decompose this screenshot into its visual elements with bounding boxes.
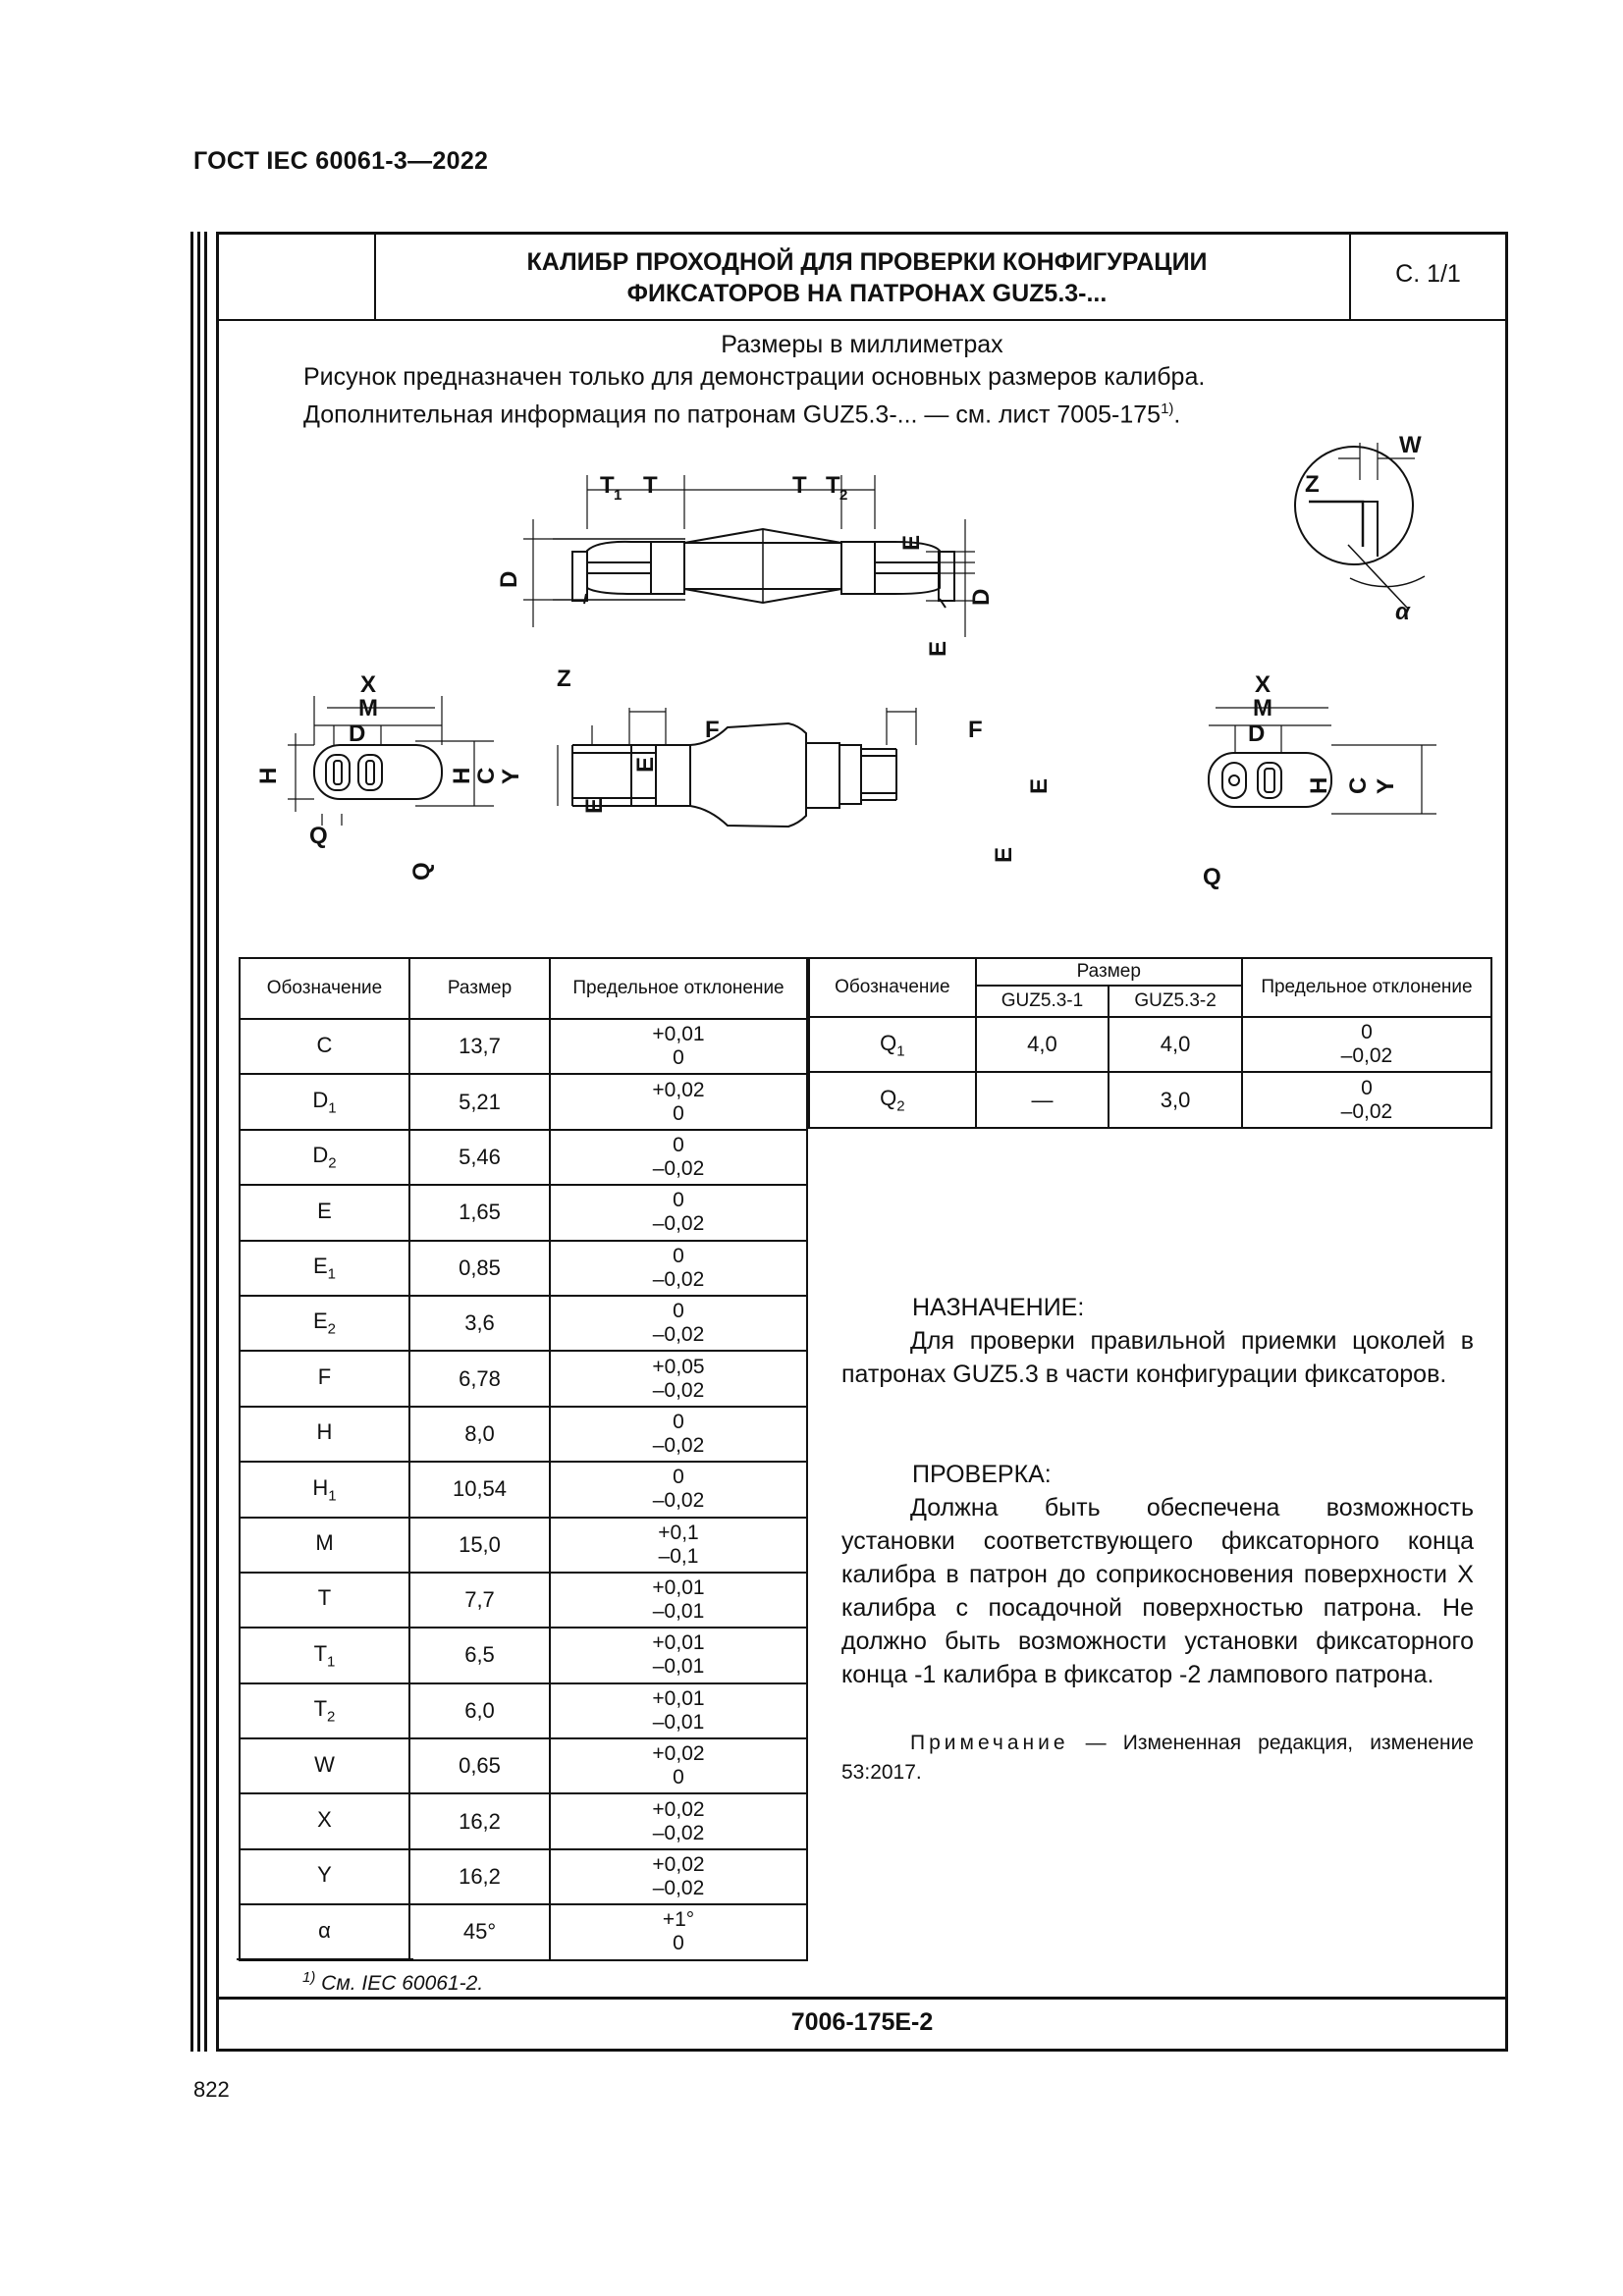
tolerance-upper: 0 — [1361, 1076, 1373, 1099]
sheet-title-line-1: КАЛИБР ПРОХОДНОЙ ДЛЯ ПРОВЕРКИ КОНФИГУРАЦИИ — [526, 248, 1208, 276]
tolerance-lower: –0,02 — [652, 1821, 705, 1844]
size-cell: 5,21 — [409, 1074, 550, 1129]
tolerance-lower: –0,02 — [652, 1877, 705, 1900]
footnote-text: См. IEC 60061-2. — [315, 1972, 484, 1995]
tolerance-upper: +0,02 — [652, 1742, 705, 1766]
designation-letter: E — [317, 1198, 332, 1223]
tolerance-lower: –0,02 — [652, 1267, 705, 1291]
dimensions-table-left — [239, 957, 808, 1961]
tolerance-cell — [550, 1904, 807, 1959]
label-d2-right: D — [1248, 721, 1266, 747]
tolerance-upper: 0 — [673, 1133, 684, 1156]
size-cell: 16,2 — [409, 1849, 550, 1904]
footnote — [302, 1969, 483, 1996]
tolerance-lower: –0,01 — [652, 1710, 705, 1734]
designation-letter: α — [318, 1917, 331, 1943]
table-row — [240, 1849, 807, 1904]
label-e1-top: E — [632, 756, 659, 773]
label-q1-right: Q — [1203, 864, 1221, 890]
margin-rule-1 — [190, 232, 193, 2052]
left-end-view-drawing — [314, 745, 442, 799]
designation-cell — [240, 1130, 409, 1185]
label-e-side: E — [925, 640, 951, 657]
designation-cell — [809, 1017, 976, 1072]
dimension-labels — [255, 432, 1422, 890]
designation-letter: D — [312, 1143, 329, 1168]
designation-cell — [240, 1407, 409, 1462]
tolerance-upper: +0,02 — [652, 1797, 705, 1821]
table-row — [240, 1185, 807, 1240]
sheet-title-line-2: ФИКСАТОРОВ НА ПАТРОНАХ GUZ5.3-... — [626, 280, 1108, 307]
table-row — [240, 1241, 807, 1296]
tolerance-cell — [550, 1849, 807, 1904]
tolerance-cell — [550, 1241, 807, 1296]
designation-letter: Y — [317, 1862, 332, 1888]
designation-letter: W — [314, 1751, 335, 1777]
tolerance-upper: +0,01 — [652, 1631, 705, 1655]
footnote-rule — [237, 1958, 413, 1960]
tolerance-cell — [550, 1407, 807, 1462]
label-e2-top-left: E — [581, 797, 608, 814]
designation-subscript: 1 — [896, 1041, 905, 1059]
tolerance-cell — [550, 1074, 807, 1129]
tolerance-lower: –0,02 — [652, 1489, 705, 1513]
designation-letter: H — [312, 1474, 329, 1500]
label-z-detail: Z — [1305, 471, 1320, 498]
designation-letter: E — [312, 1308, 328, 1334]
label-d1-side: D — [496, 570, 522, 588]
designation-letter: D — [312, 1087, 329, 1112]
label-h-left: H — [255, 767, 282, 784]
designation-letter: T — [313, 1640, 328, 1666]
tolerance-upper: 0 — [673, 1300, 684, 1323]
label-f-left: F — [705, 717, 720, 743]
tolerance-cell — [550, 1683, 807, 1738]
tolerance-lower: 0 — [673, 1046, 684, 1070]
tolerance-lower: –0,02 — [1340, 1099, 1393, 1123]
size-cell: 6,0 — [409, 1683, 550, 1738]
tolerance-cell — [550, 1573, 807, 1628]
tolerance-lower: 0 — [673, 1101, 684, 1125]
tolerance-upper: +0,01 — [652, 1686, 705, 1710]
tolerance-upper: 0 — [673, 1466, 684, 1489]
size-guz53-1-cell: 4,0 — [976, 1017, 1109, 1072]
designation-subscript: 1 — [327, 1653, 336, 1671]
margin-rule-2 — [197, 232, 200, 2052]
designation-cell — [240, 1683, 409, 1738]
designation-cell — [240, 1573, 409, 1628]
tolerance-upper: 0 — [673, 1410, 684, 1433]
size-cell: 5,46 — [409, 1130, 550, 1185]
tolerance-cell — [550, 1185, 807, 1240]
label-t1: T — [600, 472, 615, 499]
table-row — [240, 1462, 807, 1517]
tolerance-lower: –0,02 — [1340, 1044, 1393, 1068]
page-number: 822 — [193, 2077, 230, 2102]
footnote-mark: 1) — [302, 1969, 316, 1986]
table-row — [240, 1407, 807, 1462]
header-designation: Обозначение — [809, 958, 976, 1017]
table-row — [240, 1738, 807, 1793]
tolerance-lower: –0,1 — [658, 1544, 699, 1568]
tolerance-lower: –0,02 — [652, 1378, 705, 1402]
size-cell: 6,78 — [409, 1351, 550, 1406]
tolerance-lower: –0,01 — [652, 1655, 705, 1679]
tolerance-upper: +0,02 — [652, 1853, 705, 1877]
table-row — [240, 1296, 807, 1351]
designation-cell — [240, 1019, 409, 1074]
tolerance-cell — [550, 1130, 807, 1185]
designation-letter: H — [316, 1419, 333, 1445]
size-cell: 45° — [409, 1904, 550, 1959]
designation-cell — [240, 1793, 409, 1848]
designation-letter: M — [315, 1530, 334, 1556]
tolerance-cell — [550, 1351, 807, 1406]
size-cell: 10,54 — [409, 1462, 550, 1517]
designation-cell — [240, 1628, 409, 1682]
tolerance-upper: 0 — [673, 1189, 684, 1212]
tolerance-lower: –0,01 — [652, 1600, 705, 1624]
tolerance-lower: –0,02 — [652, 1156, 705, 1180]
header-guz53-1: GUZ5.3-1 — [976, 986, 1109, 1017]
label-y-left: Y — [498, 768, 524, 784]
designation-subscript: 1 — [327, 1265, 337, 1283]
label-f-right: F — [968, 717, 983, 743]
standard-sheet — [216, 232, 1508, 2052]
designation-letter: E — [312, 1254, 328, 1279]
document-header: ГОСТ IEC 60061-3—2022 — [193, 147, 489, 175]
tolerance-upper: +0,01 — [652, 1023, 705, 1046]
margin-rule-3 — [204, 232, 207, 2052]
size-cell: 13,7 — [409, 1019, 550, 1074]
tolerance-lower: 0 — [673, 1766, 684, 1789]
table-row — [240, 1904, 807, 1959]
label-m-right: M — [1253, 695, 1272, 721]
tolerance-lower: 0 — [673, 1932, 684, 1955]
header-designation: Обозначение — [240, 958, 409, 1019]
note — [841, 1729, 1474, 1788]
size-cell: 7,7 — [409, 1573, 550, 1628]
tolerance-cell — [1242, 1017, 1491, 1072]
designation-cell — [240, 1296, 409, 1351]
size-cell: 0,65 — [409, 1738, 550, 1793]
designation-letter: Q — [880, 1030, 897, 1055]
label-x-left: X — [360, 671, 377, 698]
header-size: Размер — [409, 958, 550, 1019]
designation-cell — [240, 1241, 409, 1296]
tolerance-lower: –0,02 — [652, 1433, 705, 1457]
intro-line-2-text: Дополнительная информация по патронам GUZ5.3-... — см. лист 7005-175 — [303, 400, 1162, 429]
designation-cell — [240, 1462, 409, 1517]
label-d1-left: D — [349, 721, 366, 747]
tolerance-cell — [550, 1738, 807, 1793]
table-row — [240, 1130, 807, 1185]
top-view-drawing — [572, 723, 896, 827]
size-cell: 1,65 — [409, 1185, 550, 1240]
table-header-row — [240, 958, 807, 1019]
table-row — [240, 1019, 807, 1074]
gauge-drawings — [219, 235, 1511, 941]
size-guz53-2-cell: 4,0 — [1109, 1017, 1242, 1072]
table-row — [240, 1683, 807, 1738]
tolerance-upper: +0,01 — [652, 1576, 705, 1600]
label-q2-left: Q — [408, 862, 435, 881]
designation-letter: T — [313, 1696, 328, 1722]
header-tolerance: Предельное отклонение — [1242, 958, 1491, 1017]
designation-cell — [240, 1185, 409, 1240]
label-y-right: Y — [1373, 777, 1399, 794]
tolerance-upper: +0,02 — [652, 1078, 705, 1101]
label-t-right: T — [792, 472, 807, 499]
tolerance-lower: –0,02 — [652, 1212, 705, 1236]
designation-letter: T — [317, 1585, 332, 1611]
tolerance-upper: 0 — [673, 1244, 684, 1267]
note-label: Примечание — [910, 1732, 1069, 1754]
check-heading: ПРОВЕРКА: — [912, 1461, 1052, 1488]
size-cell: 16,2 — [409, 1793, 550, 1848]
designation-subscript: 2 — [327, 1320, 337, 1338]
label-h1-left: H — [449, 767, 475, 784]
label-m-left: M — [358, 695, 378, 721]
header-guz53-2: GUZ5.3-2 — [1109, 986, 1242, 1017]
table-row — [240, 1518, 807, 1573]
label-t1-sub: 1 — [614, 487, 622, 504]
size-cell: 8,0 — [409, 1407, 550, 1462]
label-x-right: X — [1255, 671, 1271, 698]
designation-letter: F — [317, 1363, 332, 1389]
table-row — [240, 1074, 807, 1129]
label-t2: T — [826, 472, 840, 499]
designation-subscript: 1 — [328, 1099, 337, 1117]
size-guz53-1-cell: — — [976, 1072, 1109, 1127]
note-body: — Измененная редакция, изменение 53:2017. — [841, 1732, 1474, 1784]
size-cell: 15,0 — [409, 1518, 550, 1573]
table-row — [240, 1573, 807, 1628]
sheet-footer — [219, 1997, 1505, 2049]
designation-subscript: 2 — [328, 1154, 337, 1172]
designation-cell — [240, 1518, 409, 1573]
designation-letter: Q — [880, 1085, 897, 1110]
table-row — [809, 1017, 1491, 1072]
label-z-side: Z — [557, 666, 571, 692]
tolerance-lower: –0,02 — [652, 1323, 705, 1347]
label-d2-side: D — [968, 588, 995, 606]
designation-subscript: 1 — [328, 1487, 337, 1505]
designation-cell — [240, 1738, 409, 1793]
tolerance-cell — [550, 1296, 807, 1351]
tolerance-upper: 0 — [1361, 1021, 1373, 1044]
dimensions-note: Размеры в миллиметрах — [721, 331, 1003, 358]
designation-cell — [240, 1351, 409, 1406]
intro-line-1: Рисунок предназначен только для демонстрации основных размеров калибра. — [303, 363, 1206, 391]
purpose-heading: НАЗНАЧЕНИЕ: — [912, 1294, 1085, 1321]
tolerance-cell — [550, 1518, 807, 1573]
designation-cell — [809, 1072, 976, 1127]
designation-cell — [240, 1074, 409, 1129]
label-c-right: C — [1345, 776, 1372, 794]
tolerance-cell — [550, 1793, 807, 1848]
label-t2-sub: 2 — [839, 487, 848, 504]
intro-line-2-end: . — [1173, 400, 1181, 429]
purpose-text: Для проверки правильной приемки цоколей в патронах GUZ5.3 в части конфигурации фиксаторов. — [841, 1327, 1474, 1388]
header-size: Размер — [976, 958, 1242, 986]
label-c-left: C — [473, 767, 500, 784]
size-cell: 0,85 — [409, 1241, 550, 1296]
tolerance-upper: +0,1 — [658, 1521, 699, 1544]
label-h-right: H — [1306, 776, 1332, 794]
tolerance-cell — [550, 1462, 807, 1517]
label-alpha: α — [1395, 599, 1410, 625]
tolerance-upper: +0,05 — [652, 1355, 705, 1378]
check-text: Должна быть обеспечена возможность установки соответствующего фиксаторного конца калибра в патрон до соприкосновения поверхности X калибра с посадочной поверхностью патрона. Не должно быть возможности установки фиксаторного конца -1 калибра в фиксатор -2 лампового патрона. — [841, 1494, 1474, 1688]
table-header-row — [809, 958, 1491, 986]
tolerance-cell — [1242, 1072, 1491, 1127]
designation-subscript: 2 — [896, 1097, 905, 1115]
label-e2-top-right: E — [1026, 777, 1053, 794]
header-tolerance: Предельное отклонение — [550, 958, 807, 1019]
designation-cell — [240, 1849, 409, 1904]
tolerance-upper: +1° — [662, 1908, 695, 1932]
table-row — [240, 1628, 807, 1682]
table-row — [240, 1351, 807, 1406]
side-view-drawing — [553, 529, 954, 608]
sheet-page-number: С. 1/1 — [1395, 260, 1461, 288]
label-e1-bottom: E — [991, 846, 1017, 863]
tolerance-cell — [550, 1019, 807, 1074]
label-w: W — [1399, 432, 1422, 458]
table-row — [809, 1072, 1491, 1127]
designation-letter: X — [317, 1806, 332, 1832]
designation-letter: C — [316, 1032, 333, 1057]
label-q1-left: Q — [309, 823, 328, 849]
sheet-code: 7006-175E-2 — [790, 2008, 934, 2036]
table-row — [240, 1793, 807, 1848]
tolerance-cell — [550, 1628, 807, 1682]
size-guz53-2-cell: 3,0 — [1109, 1072, 1242, 1127]
designation-subscript: 2 — [327, 1708, 336, 1726]
dimensions-table-right — [808, 957, 1492, 1129]
label-t-left: T — [643, 472, 658, 499]
designation-cell — [240, 1904, 409, 1959]
size-cell: 6,5 — [409, 1628, 550, 1682]
size-cell: 3,6 — [409, 1296, 550, 1351]
intro-footnote-mark: 1) — [1161, 400, 1174, 417]
label-e1-side: E — [898, 534, 925, 551]
